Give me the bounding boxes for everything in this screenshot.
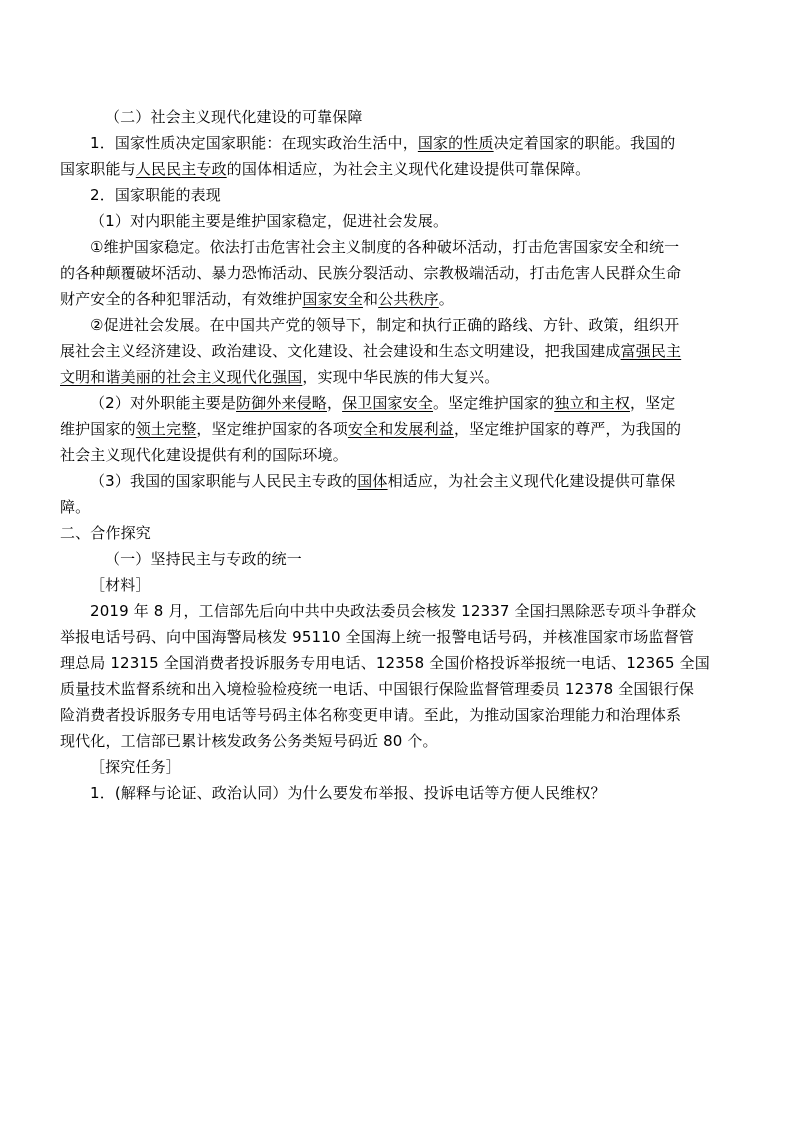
text-line	[60, 442, 740, 468]
text-segment: 二、合作探究	[60, 524, 151, 542]
text-line	[60, 598, 740, 624]
underlined-term: 独立和主权	[554, 394, 630, 412]
text-segment: ，坚定	[629, 394, 676, 412]
text-line	[60, 624, 740, 650]
text-line	[60, 234, 740, 260]
text-segment: 展社会主义经济建设、政治建设、文化建设、社会建设和生态文明建设，把我国建成	[60, 342, 621, 360]
text-line	[60, 780, 740, 806]
text-segment: 的各种颠覆破坏活动、暴力恐怖活动、民族分裂活动、宗教极端活动，打击危害人民群众生命	[60, 264, 682, 282]
text-segment: 国家职能与	[60, 160, 136, 178]
text-line	[60, 364, 740, 390]
text-segment: 社会主义现代化建设提供有利的国际环境。	[60, 446, 348, 464]
text-line	[60, 520, 740, 546]
text-line	[60, 156, 740, 182]
text-segment: 理总局 12315 全国消费者投诉服务专用电话、12358 全国价格投诉举报统一电话、12365 全国	[60, 654, 710, 672]
text-line	[60, 572, 740, 598]
text-segment: 。坚定维护国家的	[433, 394, 555, 412]
text-line	[60, 182, 740, 208]
underlined-term: 文明和谐美丽的社会主义现代化强国	[60, 368, 303, 386]
text-line	[60, 312, 740, 338]
text-segment: 举报电话号码、向中国海警局核发 95110 全国海上统一报警电话号码，并核准国家市场监督管	[60, 628, 695, 646]
text-segment: （2）对外职能主要是	[90, 394, 237, 412]
text-line	[60, 468, 740, 494]
document-body	[60, 104, 740, 806]
text-segment: ［探究任务］	[90, 758, 181, 776]
text-line	[60, 416, 740, 442]
underlined-term: 国家安全	[302, 290, 364, 308]
underlined-term: 防御外来侵略	[236, 394, 327, 412]
text-line	[60, 260, 740, 286]
text-segment: 的国体相适应，为社会主义现代化建设提供可靠保障。	[226, 160, 591, 178]
text-segment: ，	[326, 394, 343, 412]
underlined-term: 国体	[357, 472, 388, 490]
text-segment: 2．国家职能的表现	[90, 186, 221, 204]
text-segment: 和	[363, 290, 379, 308]
text-segment: 1．国家性质决定国家职能：在现实政治生活中，	[90, 134, 418, 152]
text-line	[60, 676, 740, 702]
text-segment: 质量技术监督系统和出入境检验检疫统一电话、中国银行保险监督管理委员 12378 全国银行保	[60, 680, 695, 698]
text-line	[60, 494, 740, 520]
text-segment: 现代化，工信部已累计核发政务公务类短号码近 80 个。	[60, 732, 438, 750]
text-segment: 障。	[60, 498, 91, 516]
text-segment: （二）社会主义现代化建设的可靠保障	[105, 108, 363, 126]
text-line	[60, 338, 740, 364]
text-line	[60, 754, 740, 780]
text-segment: （一）坚持民主与专政的统一	[105, 550, 302, 568]
text-segment: 。	[438, 290, 454, 308]
text-segment: 维护国家的	[60, 420, 136, 438]
text-segment: 决定着国家的职能。我国的	[493, 134, 676, 152]
text-line	[60, 390, 740, 416]
underlined-term: 富强民主	[620, 342, 682, 360]
text-segment: ［材料］	[90, 576, 151, 594]
underlined-term: 保卫国家安全	[342, 394, 434, 412]
text-segment: ，坚定维护国家的尊严，为我国的	[453, 420, 682, 438]
text-line	[60, 728, 740, 754]
text-segment: 险消费者投诉服务专用电话等号码主体名称变更申请。至此，为推动国家治理能力和治理体系	[60, 706, 682, 724]
text-segment: ①维护国家稳定。依法打击危害社会主义制度的各种破坏活动，打击危害国家安全和统一	[90, 238, 680, 256]
text-segment: （3）我国的国家职能与人民民主专政的	[90, 472, 358, 490]
text-line	[60, 208, 740, 234]
text-line	[60, 650, 740, 676]
underlined-term: 公共秩序	[378, 290, 439, 308]
text-segment: ，实现中华民族的伟大复兴。	[302, 368, 500, 386]
text-segment: 相适应，为社会主义现代化建设提供可靠保	[387, 472, 676, 490]
text-segment: 2019 年 8 月，工信部先后向中共中央政法委员会核发 12337 全国扫黑除恶专项斗争群众	[90, 602, 697, 620]
text-line	[60, 130, 740, 156]
underlined-term: 国家的性质	[417, 134, 494, 152]
underlined-term: 安全和发展利益	[347, 420, 454, 438]
text-line	[60, 286, 740, 312]
text-line	[60, 702, 740, 728]
text-line	[60, 104, 740, 130]
underlined-term: 人民民主专政	[135, 160, 227, 178]
text-segment: 财产安全的各种犯罪活动，有效维护	[60, 290, 303, 308]
text-segment: （1）对内职能主要是维护国家稳定，促进社会发展。	[90, 212, 449, 230]
text-segment: ，坚定维护国家的各项	[196, 420, 348, 438]
text-segment: ②促进社会发展。在中国共产党的领导下，制定和执行正确的路线、方针、政策，组织开	[90, 316, 680, 334]
underlined-term: 领土完整	[135, 420, 197, 438]
text-segment: 1．(解释与论证、政治认同）为什么要发布举报、投诉电话等方便人民维权？	[90, 784, 606, 802]
text-line	[60, 546, 740, 572]
